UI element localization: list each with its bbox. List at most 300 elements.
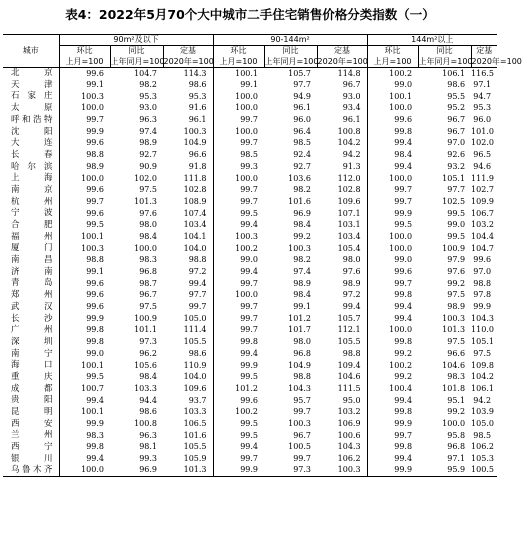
index-value: 101.1	[134, 325, 157, 335]
subgroup-yoy: 同比	[110, 46, 163, 57]
subgroup-yoy: 同比	[418, 46, 471, 57]
index-value: 110.9	[183, 360, 207, 370]
index-value: 102.5	[442, 196, 466, 206]
index-value: 96.6	[188, 150, 207, 160]
index-value: 99.8	[59, 442, 110, 454]
index-value: 98.2	[293, 185, 312, 195]
index-value: 104.2	[337, 138, 361, 148]
index-value: 96.1	[293, 103, 312, 113]
index-value: 106.9	[337, 418, 361, 428]
index-value: 96.1	[342, 115, 361, 125]
index-value: 97.9	[447, 255, 466, 265]
index-value: 99.3	[139, 454, 157, 464]
index-value: 94.2	[342, 150, 361, 160]
index-value: 101.7	[288, 325, 312, 335]
index-value: 99.7	[213, 278, 264, 290]
index-value: 100.2	[367, 68, 418, 80]
table-row	[3, 383, 497, 395]
table-row	[3, 325, 497, 337]
index-value: 104.3	[337, 442, 361, 452]
city-name: 银川	[11, 453, 53, 464]
index-value: 106.5	[183, 418, 207, 428]
index-value: 96.9	[293, 208, 312, 218]
index-value: 104.0	[183, 372, 207, 382]
index-value: 97.1	[447, 454, 466, 464]
index-value: 98.0	[293, 337, 312, 347]
index-value: 100.0	[367, 173, 418, 185]
city-name: 兰州	[11, 430, 53, 441]
index-value: 98.5	[473, 430, 492, 440]
group-label: 90-144m²	[270, 35, 310, 44]
index-value: 104.4	[471, 231, 494, 241]
index-value: 99.8	[367, 442, 418, 454]
city-column-header: 城市	[3, 35, 59, 68]
index-value: 98.8	[473, 278, 492, 288]
index-value: 112.0	[337, 173, 361, 183]
city-name: 哈尔滨	[11, 161, 53, 172]
table-body	[3, 68, 497, 477]
index-value: 105.3	[471, 454, 494, 464]
index-value: 99.0	[447, 220, 466, 230]
index-value: 107.4	[183, 208, 207, 218]
index-value: 99.2	[367, 348, 418, 360]
index-value: 109.8	[471, 360, 494, 370]
index-value: 100.0	[442, 418, 466, 428]
index-value: 99.7	[213, 138, 264, 150]
index-value: 100.3	[213, 231, 264, 243]
index-value: 93.0	[342, 91, 361, 101]
index-value: 109.6	[337, 196, 361, 206]
index-value: 100.2	[367, 360, 418, 372]
index-value: 104.9	[288, 360, 312, 370]
index-value: 99.4	[213, 348, 264, 360]
index-value: 97.6	[342, 267, 361, 277]
index-value: 108.9	[183, 196, 207, 206]
index-value: 99.4	[367, 138, 418, 150]
group-header-medium	[213, 35, 367, 46]
index-value: 96.8	[447, 442, 466, 452]
index-value: 100.2	[213, 406, 264, 418]
index-value: 97.3	[264, 465, 317, 477]
index-value: 99.9	[213, 360, 264, 372]
table-row	[3, 278, 497, 290]
index-value: 100.0	[213, 290, 264, 302]
index-value: 97.3	[139, 337, 157, 347]
index-value: 99.9	[367, 418, 418, 430]
index-value: 97.5	[473, 348, 492, 358]
index-value: 99.6	[367, 266, 418, 278]
index-value: 99.4	[213, 266, 264, 278]
index-value: 104.0	[183, 243, 207, 253]
table-row	[3, 208, 497, 220]
index-value: 99.8	[367, 406, 418, 418]
index-value: 105.1	[442, 173, 466, 183]
city-name: 合肥	[11, 220, 53, 231]
index-value: 106.1	[471, 383, 494, 393]
index-value: 98.4	[293, 220, 312, 230]
index-value: 99.7	[367, 430, 418, 442]
table-row	[3, 348, 497, 360]
index-value: 97.5	[139, 185, 157, 195]
index-value: 99.4	[367, 453, 418, 465]
base-label: 2020年=100	[163, 56, 214, 66]
index-value: 111.8	[183, 173, 207, 183]
index-value: 98.9	[59, 161, 110, 173]
table-row	[3, 290, 497, 302]
index-value: 103.3	[183, 407, 207, 417]
city-name: 济南	[11, 266, 53, 277]
base-label: 上年同月=100	[264, 56, 319, 66]
index-value: 100.5	[471, 465, 497, 477]
index-value: 99.7	[213, 453, 264, 465]
index-value: 105.4	[337, 243, 361, 253]
index-value: 99.5	[213, 418, 264, 430]
index-value: 99.1	[293, 302, 312, 312]
index-value: 91.3	[342, 161, 361, 171]
index-value: 95.1	[447, 395, 466, 405]
index-value: 103.9	[471, 407, 494, 417]
base-label: 上年同月=100	[110, 56, 165, 66]
index-value: 93.2	[447, 161, 466, 171]
index-value: 99.8	[213, 336, 264, 348]
index-value: 99.5	[367, 219, 418, 231]
index-value: 100.1	[59, 406, 110, 418]
index-value: 99.5	[447, 231, 466, 241]
city-name: 郑州	[11, 290, 53, 301]
index-value: 99.5	[213, 430, 264, 442]
index-value: 99.4	[213, 442, 264, 454]
table-row	[3, 79, 497, 91]
index-value: 96.8	[139, 267, 157, 277]
index-value: 99.9	[473, 302, 492, 312]
index-value: 98.8	[59, 149, 110, 161]
group-label: 90m²及以下	[113, 35, 159, 44]
city-name: 石家庄	[11, 91, 53, 102]
index-value: 99.0	[367, 79, 418, 91]
index-value: 105.7	[288, 68, 312, 78]
index-value: 105.7	[337, 313, 361, 323]
index-value: 98.8	[293, 372, 312, 382]
index-value: 104.9	[183, 138, 207, 148]
index-value: 97.7	[447, 185, 466, 195]
index-value: 95.3	[139, 91, 157, 101]
index-value: 104.6	[442, 360, 466, 370]
city-name: 西安	[11, 418, 53, 429]
index-value: 95.8	[447, 430, 466, 440]
index-value: 99.4	[367, 395, 418, 407]
index-value: 100.2	[213, 243, 264, 255]
table-row	[3, 114, 497, 126]
index-value: 102.8	[183, 185, 207, 195]
table-row	[3, 243, 497, 255]
index-value: 101.2	[288, 313, 312, 323]
subgroup-fixed: 定基	[163, 46, 213, 57]
index-value: 99.1	[213, 79, 264, 91]
price-index-table	[3, 34, 522, 477]
index-value: 101.8	[442, 383, 466, 393]
index-value: 96.8	[293, 348, 312, 358]
index-value: 100.0	[367, 103, 418, 115]
index-value: 96.1	[188, 115, 207, 125]
index-value: 105.1	[471, 337, 494, 347]
index-value: 111.9	[471, 173, 494, 183]
index-value: 100.0	[59, 465, 110, 477]
index-value: 111.5	[337, 383, 361, 393]
index-value: 111.4	[183, 325, 207, 335]
index-value: 104.1	[183, 231, 207, 241]
index-value: 96.4	[293, 126, 312, 136]
index-value: 99.7	[213, 114, 264, 126]
index-value: 100.0	[134, 243, 157, 253]
city-name: 大连	[11, 138, 53, 149]
index-value: 104.2	[471, 372, 494, 382]
city-name: 广州	[11, 325, 53, 336]
city-name: 厦门	[11, 243, 53, 254]
index-value: 99.6	[59, 290, 110, 302]
index-value: 98.3	[447, 372, 466, 382]
subgroup-mom: 环比	[213, 46, 264, 57]
table-row	[3, 138, 497, 150]
index-value: 93.0	[139, 103, 157, 113]
index-value: 92.7	[139, 150, 157, 160]
table-row	[3, 406, 497, 418]
index-value: 98.0	[139, 220, 157, 230]
table-row	[3, 184, 497, 196]
index-value: 99.7	[213, 184, 264, 196]
index-value: 95.2	[447, 103, 466, 113]
index-value: 98.5	[213, 149, 264, 161]
index-value: 100.4	[367, 383, 418, 395]
index-value: 99.9	[59, 313, 110, 325]
table-header	[3, 35, 522, 68]
index-value: 98.9	[139, 138, 157, 148]
index-value: 96.0	[473, 115, 492, 125]
index-value: 99.8	[59, 325, 110, 337]
table-row	[3, 360, 497, 372]
index-value: 94.4	[139, 395, 157, 405]
index-value: 96.6	[447, 348, 466, 358]
city-name: 北京	[11, 68, 53, 79]
index-value: 99.7	[213, 313, 264, 325]
index-value: 96.2	[139, 348, 157, 358]
index-value: 92.4	[293, 150, 312, 160]
index-value: 104.7	[134, 68, 157, 78]
table-row	[3, 219, 497, 231]
index-value: 99.6	[213, 395, 264, 407]
index-value: 99.6	[59, 301, 110, 313]
index-value: 99.2	[293, 231, 312, 241]
index-value: 99.7	[59, 114, 110, 126]
table-row	[3, 126, 497, 138]
city-name: 昆明	[11, 407, 53, 418]
index-value: 112.1	[337, 325, 361, 335]
index-value: 99.4	[59, 395, 110, 407]
subgroup-mom: 环比	[367, 46, 418, 57]
index-value: 91.6	[188, 103, 207, 113]
index-value: 100.3	[442, 313, 466, 323]
index-value: 94.6	[473, 161, 492, 171]
index-value: 99.7	[213, 325, 264, 337]
index-value: 99.4	[188, 278, 207, 288]
index-value: 95.7	[293, 395, 312, 405]
index-value: 99.4	[342, 302, 361, 312]
city-name: 呼和浩特	[11, 114, 53, 125]
index-value: 99.5	[59, 219, 110, 231]
index-value: 100.0	[367, 243, 418, 255]
index-value: 109.6	[183, 383, 207, 393]
index-value: 98.9	[342, 278, 361, 288]
group-header-large	[367, 35, 497, 46]
index-value: 100.0	[367, 325, 418, 337]
table-row	[3, 313, 497, 325]
index-value: 96.7	[293, 430, 312, 440]
table-row	[3, 418, 497, 430]
index-value: 100.1	[59, 231, 110, 243]
index-value: 99.5	[447, 208, 466, 218]
index-value: 96.9	[110, 465, 163, 477]
index-value: 100.0	[213, 103, 264, 115]
index-value: 116.5	[471, 68, 494, 78]
index-value: 97.6	[447, 267, 466, 277]
index-value: 104.3	[471, 313, 494, 323]
subgroup-fixed: 定基	[317, 46, 367, 57]
city-name: 沈阳	[11, 126, 53, 137]
index-value: 95.3	[473, 103, 492, 113]
index-value: 99.7	[213, 196, 264, 208]
table-row	[3, 149, 497, 161]
city-name: 长沙	[11, 313, 53, 324]
index-value: 100.1	[59, 360, 110, 372]
index-value: 109.4	[337, 360, 361, 370]
index-value: 101.6	[183, 430, 207, 440]
index-value: 94.2	[473, 395, 492, 405]
index-value: 97.5	[139, 302, 157, 312]
index-value: 99.9	[59, 418, 110, 430]
index-value: 99.7	[293, 407, 312, 417]
index-value: 99.0	[59, 348, 110, 360]
index-value: 96.7	[139, 290, 157, 300]
index-value: 99.7	[59, 196, 110, 208]
index-value: 100.0	[59, 103, 110, 115]
index-value: 105.5	[183, 337, 207, 347]
index-value: 98.4	[293, 290, 312, 300]
index-value: 101.0	[471, 126, 494, 136]
city-name: 乌鲁木齐	[3, 465, 59, 477]
index-value: 96.5	[473, 150, 492, 160]
index-value: 98.4	[367, 149, 418, 161]
index-value: 105.6	[134, 360, 157, 370]
index-value: 95.3	[188, 91, 207, 101]
index-value: 100.0	[367, 231, 418, 243]
subgroup-yoy: 同比	[264, 46, 317, 57]
city-name: 南昌	[11, 255, 53, 266]
index-value: 98.4	[139, 372, 157, 382]
index-value: 101.3	[134, 196, 157, 206]
index-value: 98.2	[139, 80, 157, 90]
index-value: 98.8	[59, 255, 110, 267]
index-value: 99.9	[367, 208, 418, 220]
index-value: 107.1	[337, 208, 361, 218]
index-value: 90.9	[139, 161, 157, 171]
index-value: 101.2	[213, 383, 264, 395]
index-value: 95.5	[447, 91, 466, 101]
group-label: 144m²以上	[411, 35, 454, 44]
base-label: 上月=100	[213, 57, 264, 68]
index-value: 102.0	[134, 173, 157, 183]
table-row	[3, 371, 497, 383]
index-value: 100.6	[337, 430, 361, 440]
index-value: 98.9	[447, 302, 466, 312]
index-value: 109.9	[471, 196, 494, 206]
index-value: 97.5	[447, 337, 466, 347]
index-value: 99.6	[59, 184, 110, 196]
index-value: 104.6	[337, 372, 361, 382]
index-value: 102.7	[471, 185, 494, 195]
index-value: 114.8	[337, 68, 361, 78]
city-name: 南宁	[11, 348, 53, 359]
index-value: 103.2	[471, 220, 494, 230]
index-value: 96.3	[139, 430, 157, 440]
index-value: 93.7	[188, 395, 207, 405]
index-value: 98.0	[342, 255, 361, 265]
table-row	[3, 266, 497, 278]
index-value: 99.6	[59, 208, 110, 220]
index-value: 100.0	[213, 126, 264, 138]
index-value: 99.7	[213, 301, 264, 313]
index-value: 99.6	[473, 255, 492, 265]
index-value: 99.2	[447, 407, 466, 417]
index-value: 98.9	[293, 278, 312, 288]
index-value: 96.7	[342, 80, 361, 90]
index-value: 94.7	[473, 91, 492, 101]
index-value: 99.9	[367, 465, 418, 477]
index-value: 103.6	[288, 173, 312, 183]
index-value: 99.7	[367, 184, 418, 196]
city-name: 青岛	[11, 278, 53, 289]
city-name: 海口	[11, 360, 53, 371]
index-value: 94.9	[293, 91, 312, 101]
index-value: 99.3	[213, 161, 264, 173]
index-value: 105.5	[337, 337, 361, 347]
table-row	[3, 231, 497, 243]
city-name: 天津	[11, 79, 53, 90]
table-row	[3, 395, 497, 407]
index-value: 103.2	[337, 407, 361, 417]
table-row	[3, 430, 497, 442]
index-value: 97.0	[447, 138, 466, 148]
group-header-small	[59, 35, 213, 46]
index-value: 105.0	[471, 418, 494, 428]
index-value: 92.7	[293, 161, 312, 171]
index-value: 103.4	[337, 231, 361, 241]
index-value: 97.5	[447, 290, 466, 300]
index-value: 97.2	[188, 267, 207, 277]
city-name: 长春	[11, 149, 53, 160]
table-row	[3, 465, 497, 477]
index-value: 100.5	[288, 442, 312, 452]
index-value: 98.1	[139, 442, 157, 452]
index-value: 100.7	[59, 383, 110, 395]
index-value: 99.5	[59, 371, 110, 383]
index-value: 96.7	[447, 115, 466, 125]
index-value: 99.6	[59, 278, 110, 290]
index-value: 95.9	[418, 465, 471, 477]
city-name: 福州	[11, 231, 53, 242]
index-value: 98.5	[293, 138, 312, 148]
index-value: 98.2	[293, 255, 312, 265]
city-name: 武汉	[11, 301, 53, 312]
city-name: 杭州	[11, 196, 53, 207]
